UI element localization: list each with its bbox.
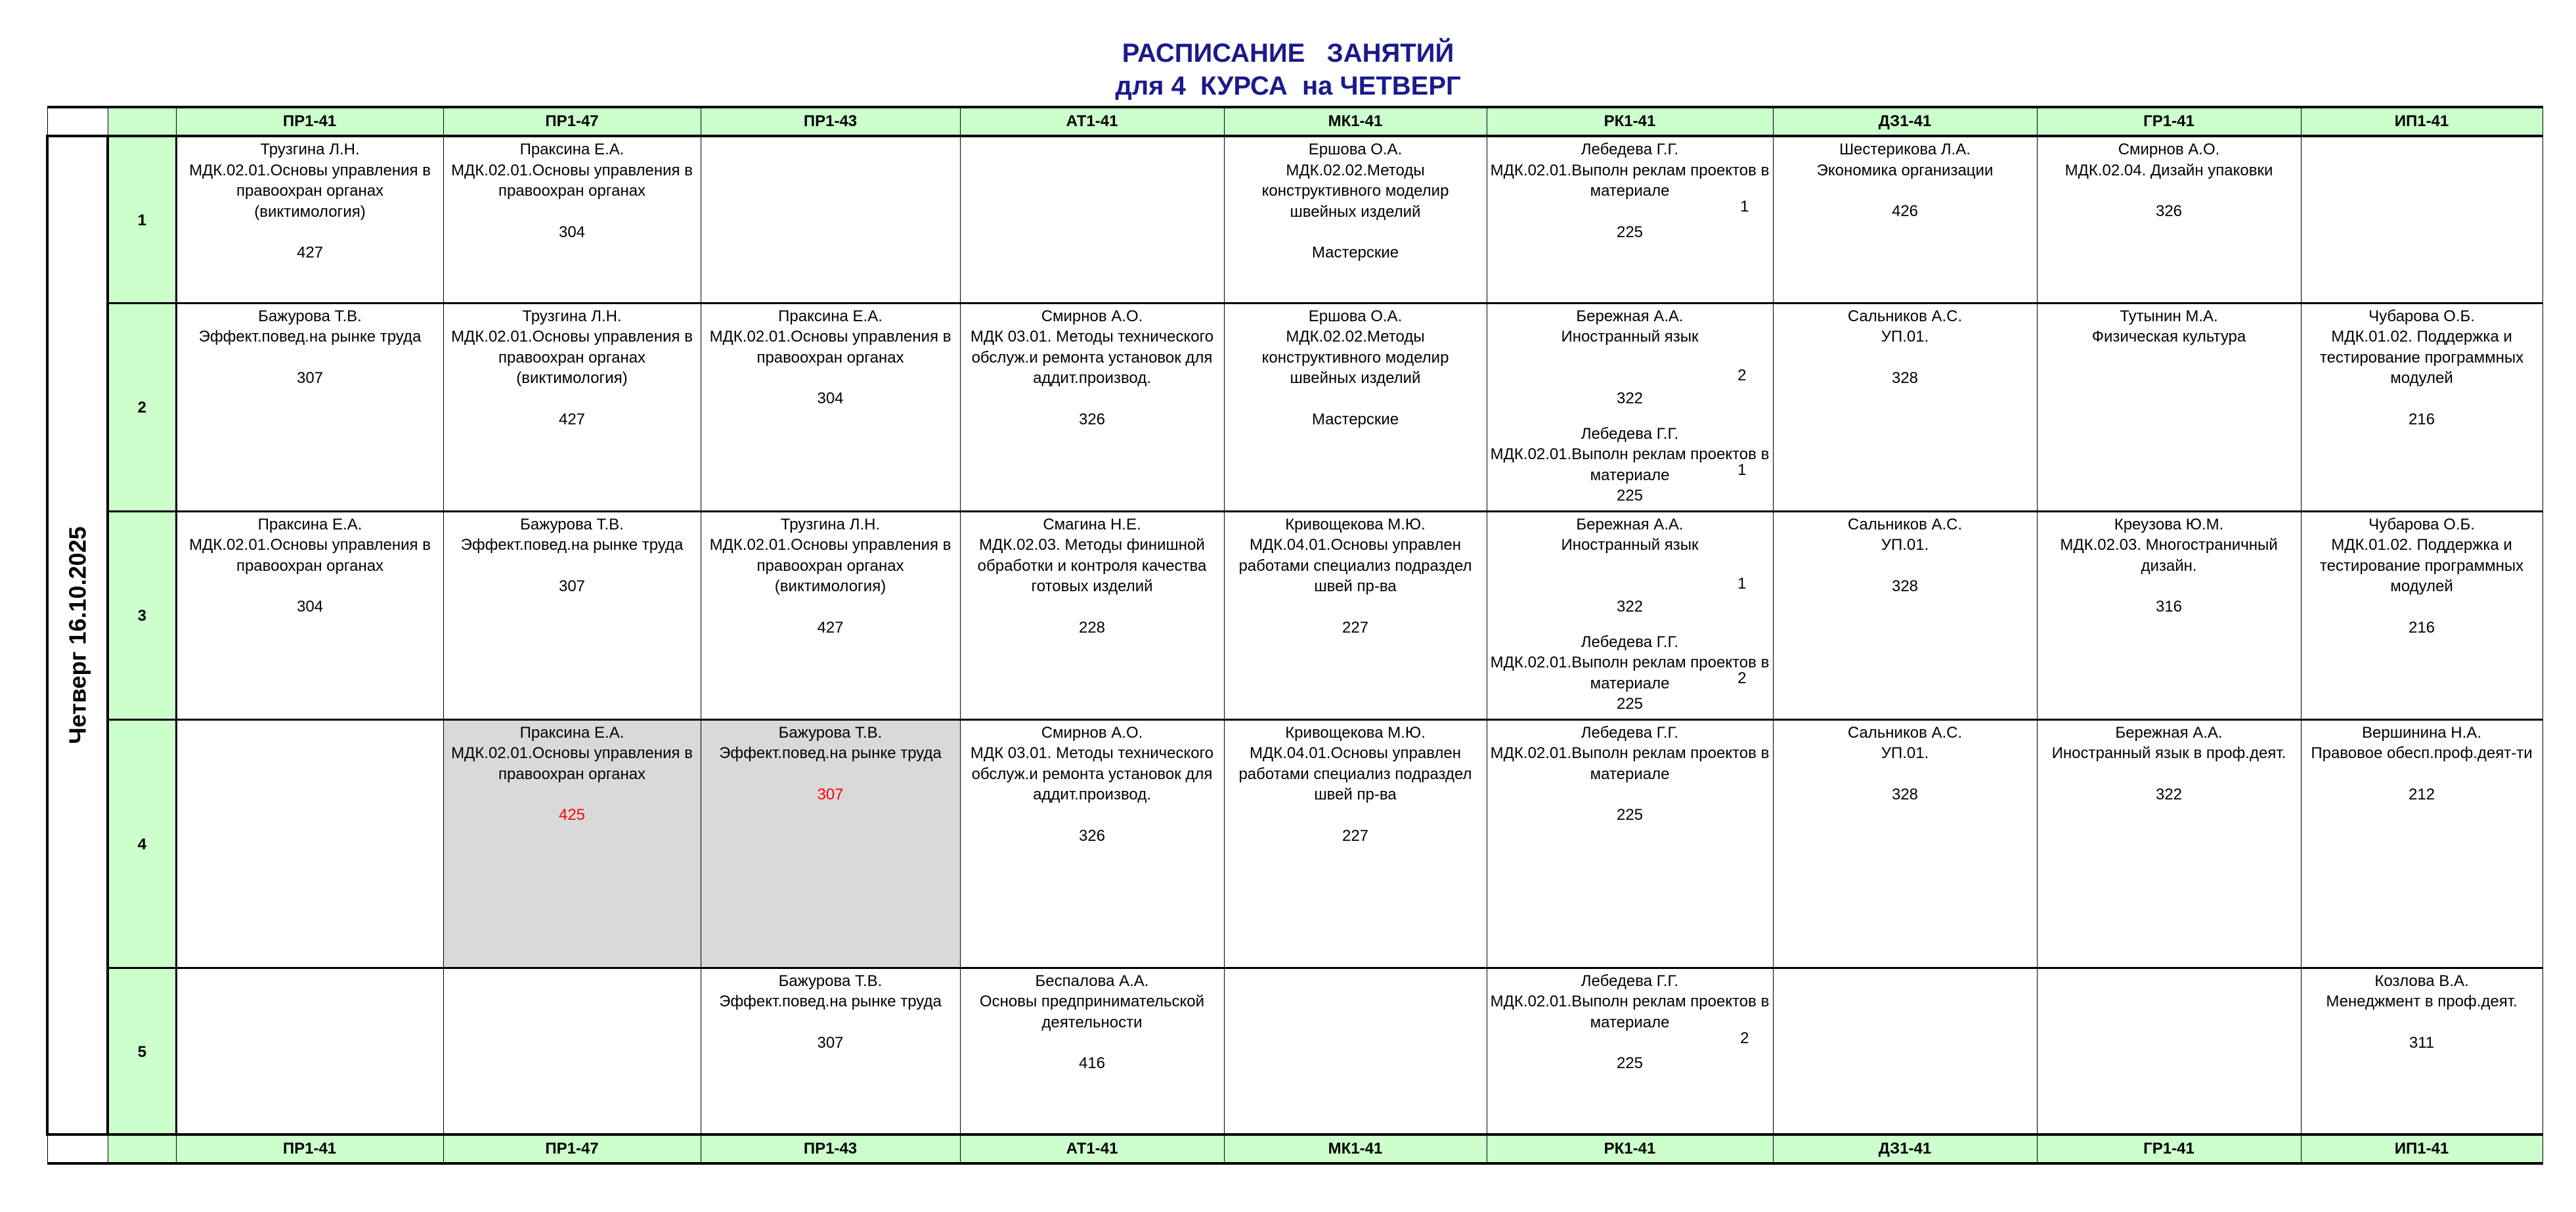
lesson-cell [1773,719,2037,968]
subject-name: МДК.01.02. Поддержка и тестирование программных модулей [2319,328,2524,387]
teacher-name: Бережная А.А. [1576,307,1684,325]
subject-name: МДК.02.02.Методы конструктивного моделир швейных изделий [1261,328,1449,387]
subject-name: МДК.02.01.Выполн реклам проектов в материале [1490,744,1770,783]
teacher-name: Трузгина Л.Н. [780,515,881,533]
room-number: 307 [817,785,844,803]
lesson-cell [1487,968,1773,1134]
lesson-cell [176,719,443,968]
subject-name: МДК 03.01. Методы технического обслуж.и ремонта установок для аддит.производ. [970,744,1214,803]
lesson-cell [2301,136,2543,303]
subject-name: Физическая культура [2091,328,2246,346]
teacher-name: Ершова О.А. [1308,141,1403,158]
lesson-cell [1773,136,2037,303]
teacher-name: Ершова О.А. [1308,307,1403,325]
group-header: ПР1-41 [176,1134,443,1163]
teacher-name: Чубарова О.Б. [2369,515,2475,533]
group-header: АТ1-41 [960,1134,1224,1163]
lesson-cell [443,303,701,511]
teacher-name: Бажурова Т.В. [778,723,883,742]
subgroup-lesson [1490,306,1770,424]
teacher-name: Лебедева Г.Г. [1581,972,1679,990]
subject-name: МДК.02.01.Основы управления в правоохран органах [709,328,951,367]
subgroup-lesson [1490,514,1770,632]
subject-name: МДК 03.01. Методы технического обслуж.и ремонта установок для аддит.производ. [970,328,1214,387]
subject-name: МДК.02.01.Основы управления в правоохран органах [451,161,693,200]
subject-name: Иностранный язык [1561,536,1699,554]
teacher-name: Бажурова Т.В. [258,307,362,325]
pair-number: 3 [108,511,176,719]
room-number: Мастерские [1311,244,1399,261]
lesson-cell [1487,136,1773,303]
room-number: 328 [1891,369,1919,387]
subgroup-number: 1 [1737,574,1747,593]
lesson-cell [2301,511,2543,719]
lesson-cell [176,511,443,719]
lesson-cell [701,511,960,719]
room-number: Мастерские [1311,410,1399,428]
group-header: ПР1-43 [701,1134,960,1163]
teacher-name: Козлова В.А. [2374,972,2469,990]
lesson-cell [1224,303,1487,511]
header-corner [47,107,108,136]
group-header: ДЗ1-41 [1773,1134,2037,1163]
teacher-name: Вершинина Н.А. [2362,723,2481,742]
lesson-cell [2037,968,2301,1134]
pair-number: 5 [108,968,176,1134]
lesson-cell [960,303,1224,511]
subject-name: МДК.04.01.Основы управлен работами специализ подраздел швей пр-ва [1238,744,1472,803]
lesson-cell [176,303,443,511]
lesson-cell [960,511,1224,719]
lesson-cell [443,968,701,1134]
subject-name: МДК.02.01.Основы управления в правоохран органах [189,536,431,575]
room-number: 427 [817,618,844,637]
schedule-subtitle: для 4 КУРСА на ЧЕТВЕРГ [1115,72,1461,101]
subject-name: Эффект.повед.на рынке труда [719,993,942,1010]
group-header: РК1-41 [1487,107,1773,136]
day-label: Четверг 16.10.2025 [64,526,91,744]
schedule-table [46,106,2543,1165]
group-header: ИП1-41 [2301,107,2543,136]
teacher-name: Смагина Н.Е. [1043,515,1141,533]
lesson-cell [1224,968,1487,1134]
teacher-name: Тутынин М.А. [2120,307,2218,325]
subject-name: Эффект.повед.на рынке труда [198,328,422,346]
lesson-cell [960,719,1224,968]
room-number: 328 [1891,577,1919,595]
group-header: МК1-41 [1224,1134,1487,1163]
subject-name: Эффект.повед.на рынке труда [460,536,684,554]
subgroup-number: 2 [1740,1029,1749,1047]
lesson-cell [443,511,701,719]
subject-name: МДК.02.03. Методы финишной обработки и контроля качества готовых изделий [977,536,1207,595]
subgroup-lesson [1490,632,1770,717]
subject-name: Иностранный язык в проф.деят. [2051,744,2286,762]
lesson-cell [701,303,960,511]
header-corner [47,1134,108,1163]
room-number: 225 [1616,223,1644,241]
room-number: 316 [2155,598,2183,616]
lesson-cell [1224,136,1487,303]
room-number: 426 [1891,202,1919,220]
pair-row [47,719,2543,968]
group-header: ПР1-43 [701,107,960,136]
group-header: ПР1-47 [443,1134,701,1163]
teacher-name: Праксина Е.А. [519,723,624,742]
teacher-name: Сальников А.С. [1847,723,1963,742]
subject-name: МДК.04.01.Основы управлен работами специализ подраздел швей пр-ва [1238,536,1472,595]
teacher-name: Сальников А.С. [1847,515,1963,533]
lesson-cell [1224,719,1487,968]
pair-row [47,968,2543,1134]
header-pair-col [108,107,176,136]
lesson-cell [2037,303,2301,511]
subject-name: УП.01. [1881,328,1929,346]
lesson-cell [701,968,960,1134]
group-header: ДЗ1-41 [1773,107,2037,136]
teacher-name: Бережная А.А. [1576,515,1684,533]
lesson-cell [1487,303,1773,511]
group-header: ГР1-41 [2037,1134,2301,1163]
teacher-name: Смирнов А.О. [1041,723,1143,742]
schedule-title: РАСПИСАНИЕ ЗАНЯТИЙ [1122,39,1454,68]
room-number: 228 [1078,618,1106,637]
group-header: РК1-41 [1487,1134,1773,1163]
subject-name: МДК.02.04. Дизайн упаковки [2064,161,2273,179]
lesson-cell [176,136,443,303]
room-number: 227 [1342,618,1369,637]
lesson-cell [1773,511,2037,719]
subgroup-number: 1 [1740,198,1749,215]
teacher-name: Трузгина Л.Н. [260,141,360,158]
pair-number: 2 [108,303,176,511]
group-header: МК1-41 [1224,107,1487,136]
lesson-cell [2037,136,2301,303]
group-header: ИП1-41 [2301,1134,2543,1163]
lesson-cell [1773,303,2037,511]
teacher-name: Смирнов А.О. [2118,141,2220,158]
lesson-cell [1487,719,1773,968]
subject-name: МДК.02.02.Методы конструктивного моделир швейных изделий [1261,161,1449,221]
subject-name: Экономика организации [1816,161,1994,179]
teacher-name: Бережная А.А. [2115,723,2223,742]
room-number [2040,368,2298,389]
teacher-name: Чубарова О.Б. [2369,307,2475,325]
teacher-name: Лебедева Г.Г. [1581,141,1679,158]
lesson-cell [176,968,443,1134]
teacher-name: Праксина Е.А. [257,515,362,533]
room-number: 322 [2155,785,2183,803]
pair-row [47,511,2543,719]
group-header: ПР1-47 [443,107,701,136]
teacher-name: Трузгина Л.Н. [522,307,622,325]
room-number: 304 [558,223,586,241]
day-cell [47,136,108,1134]
header-row-bottom [47,1134,2543,1163]
lesson-cell [2301,968,2543,1134]
subject-name: МДК.02.01.Основы управления в правоохран органах [451,744,693,783]
subject-name: МДК.02.01.Основы управления в правоохран органах (виктимология) [189,161,431,221]
room-number: 212 [2408,785,2435,803]
subject-name: Менеджмент в проф.деят. [2326,993,2518,1010]
subject-name: МДК.02.01.Выполн реклам проектов в материале [1490,993,1770,1031]
pair-row [47,303,2543,511]
subgroup-number: 1 [1737,460,1747,479]
subject-name: УП.01. [1881,536,1929,554]
subgroup-number: 2 [1737,366,1747,384]
room-number: 416 [1078,1054,1106,1072]
lesson-cell [443,136,701,303]
group-header: ГР1-41 [2037,107,2301,136]
room-number: 304 [296,598,324,616]
subject-name: МДК.02.01.Основы управления в правоохран органах (виктимология) [709,536,951,595]
room-number: 311 [2409,1033,2435,1052]
subject-name: МДК.02.01.Основы управления в правоохран органах (виктимология) [451,328,693,387]
group-header: АТ1-41 [960,107,1224,136]
room-number: 326 [1078,826,1106,845]
pair-row [47,136,2543,303]
room-number: 427 [296,244,324,261]
room-number: 322 [1616,597,1644,616]
subject-name: Основы предпринимательской деятельности [979,993,1205,1031]
room-number: 307 [296,369,324,387]
teacher-name: Праксина Е.А. [519,141,624,158]
room-number: 307 [558,577,586,595]
teacher-name: Кривощекова М.Ю. [1285,515,1426,533]
teacher-name: Кривощекова М.Ю. [1285,723,1426,742]
header-row-top [47,107,2543,136]
header-pair-col [108,1134,176,1163]
teacher-name: Лебедева Г.Г. [1581,723,1679,742]
room-number: 326 [2155,202,2183,220]
teacher-name: Лебедева Г.Г. [1581,424,1679,443]
teacher-name: Смирнов А.О. [1041,307,1143,325]
room-number: 225 [1616,487,1644,505]
teacher-name: Бажурова Т.В. [520,515,624,533]
teacher-name: Креузова Ю.М. [2114,515,2224,533]
group-header: ПР1-41 [176,107,443,136]
lesson-cell [1224,511,1487,719]
room-number: 216 [2408,618,2435,637]
lesson-cell [1773,968,2037,1134]
subject-name: Правовое обесп.проф.деят-ти [2311,744,2533,762]
lesson-cell [2301,303,2543,511]
pair-number: 1 [108,136,176,303]
subject-name: УП.01. [1881,744,1929,762]
room-number: 216 [2408,410,2435,428]
subgroup-lesson [1490,424,1770,509]
teacher-name: Праксина Е.А. [778,307,883,325]
subject-name: МДК.02.01.Выполн реклам проектов в материале [1490,161,1770,200]
subject-name: МДК.01.02. Поддержка и тестирование программных модулей [2319,536,2524,595]
room-number: 225 [1616,806,1644,824]
teacher-name: Бажурова Т.В. [778,972,883,990]
lesson-cell [2037,511,2301,719]
room-number: 227 [1342,826,1369,845]
lesson-cell [1487,511,1773,719]
teacher-name: Шестерикова Л.А. [1839,141,1971,158]
lesson-cell [2037,719,2301,968]
lesson-cell [443,719,701,968]
lesson-cell [960,968,1224,1134]
room-number: 322 [1616,389,1644,407]
room-number: 307 [817,1033,844,1052]
room-number: 225 [1616,1054,1644,1072]
room-number: 225 [1616,695,1644,713]
pair-number: 4 [108,719,176,968]
teacher-name: Сальников А.С. [1847,307,1963,325]
teacher-name: Беспалова А.А. [1035,972,1149,990]
room-number: 427 [558,410,586,428]
room-number: 328 [1891,785,1919,803]
lesson-cell [701,136,960,303]
subject-name: МДК.02.03. Многостраничный дизайн. [2060,536,2278,575]
lesson-cell [701,719,960,968]
lesson-cell [2301,719,2543,968]
teacher-name: Лебедева Г.Г. [1581,633,1679,651]
room-number: 425 [558,806,586,824]
subject-name: Эффект.повед.на рынке труда [719,744,942,762]
room-number: 304 [817,390,844,407]
subject-name: МДК.02.01.Выполн реклам проектов в материале [1490,445,1770,484]
subject-name: Иностранный язык [1561,328,1699,346]
subgroup-number: 2 [1737,669,1747,687]
lesson-cell [960,136,1224,303]
subject-name: МДК.02.01.Выполн реклам проектов в материале [1490,654,1770,692]
room-number: 326 [1078,410,1106,428]
